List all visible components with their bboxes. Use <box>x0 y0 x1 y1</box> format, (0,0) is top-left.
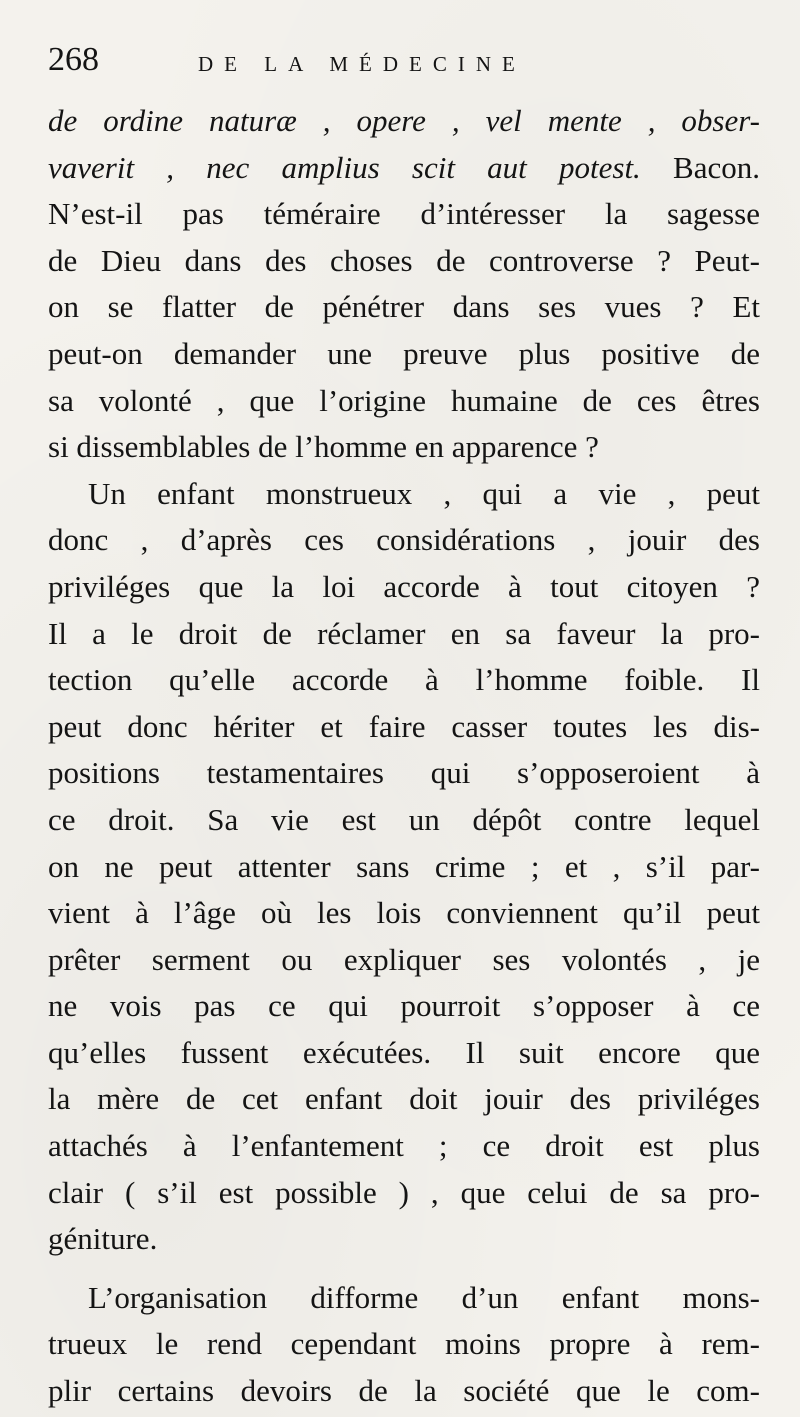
running-head <box>48 36 758 86</box>
text-line: prêter serment ou expliquer ses volontés , je <box>48 941 760 977</box>
text-line: de Dieu dans des choses de controverse ? Peut- <box>48 242 760 278</box>
citation-author: Bacon. <box>640 149 760 185</box>
text-line: on ne peut attenter sans crime ; et , s’il par- <box>48 848 760 884</box>
text-line: Un enfant monstrueux , qui a vie , peut <box>88 475 760 511</box>
paragraph-gap <box>48 1263 760 1275</box>
text-line: sa volonté , que l’origine humaine de ces êtres <box>48 382 760 418</box>
text-line: de ordine naturæ , opere , vel mente , obser- <box>48 103 760 138</box>
text-line: peut-on demander une preuve plus positive de <box>48 335 760 371</box>
text-line: ne vois pas ce qui pourroit s’opposer à ce <box>48 988 760 1024</box>
text-line: tection qu’elle accorde à l’homme foible. Il <box>48 662 760 698</box>
running-title: DE LA MÉDECINE <box>198 52 526 76</box>
text-line <box>48 145 760 192</box>
text-line: si dissemblables de l’homme en apparence ? <box>48 429 599 465</box>
text-line: on se flatter de pénétrer dans ses vues ? Et <box>48 289 760 325</box>
body-text <box>48 98 760 1415</box>
text-line: géniture. <box>48 1221 158 1257</box>
text-line: peut donc hériter et faire casser toutes les dis- <box>48 708 760 744</box>
text-line: donc , d’après ces considérations , jouir des <box>48 522 760 558</box>
text-line: trueux le rend cependant moins propre à rem- <box>48 1326 760 1362</box>
text-line: plir certains devoirs de la société que le com- <box>48 1373 760 1409</box>
text-line: attachés à l’enfantement ; ce droit est plus <box>48 1128 760 1164</box>
text-line: qu’elles fussent exécutées. Il suit encore que <box>48 1034 760 1070</box>
page-number: 268 <box>48 41 99 78</box>
text-line: la mère de cet enfant doit jouir des priviléges <box>48 1081 760 1117</box>
text-line: priviléges que la loi accorde à tout citoyen ? <box>48 568 760 604</box>
text-line: vient à l’âge où les lois conviennent qu’il peut <box>48 895 760 931</box>
text-line: N’est-il pas téméraire d’intéresser la sagesse <box>48 196 760 232</box>
text-line: L’organisation difforme d’un enfant mons- <box>88 1279 760 1315</box>
text-line: positions testamentaires qui s’opposeroient à <box>48 755 760 791</box>
text-line: Il a le droit de réclamer en sa faveur la pro- <box>48 615 760 651</box>
text-line: clair ( s’il est possible ) , que celui de sa pro- <box>48 1174 760 1210</box>
latin-quote: vaverit , nec amplius scit aut potest. <box>48 149 641 185</box>
text-line: ce droit. Sa vie est un dépôt contre lequel <box>48 801 760 837</box>
